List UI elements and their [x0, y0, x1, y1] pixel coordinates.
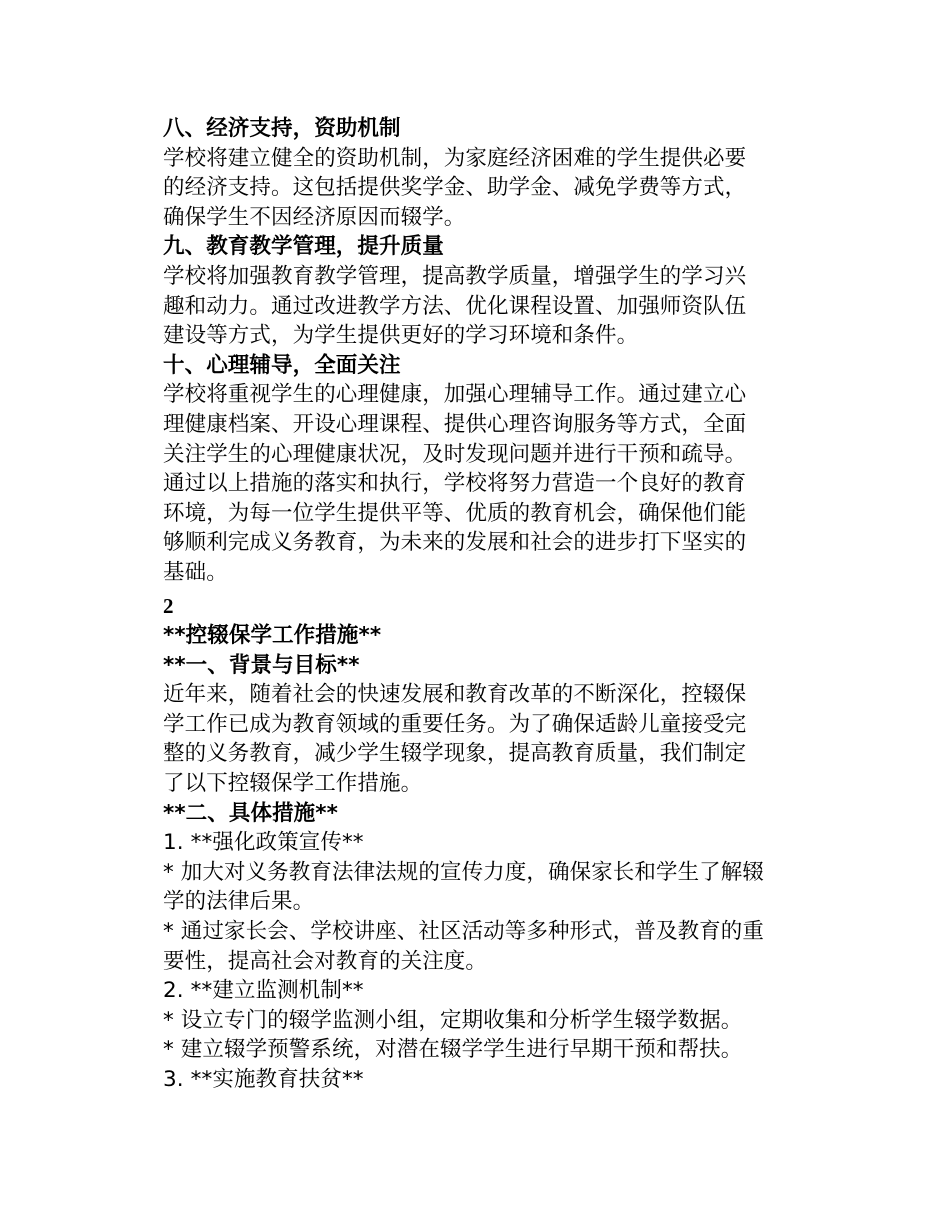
- section-heading-10: 十、心理辅导，全面关注: [163, 352, 401, 378]
- paragraph-line: 环境，为每一位学生提供平等、优质的教育机会，确保他们能: [163, 500, 747, 526]
- paragraph-line: 学工作已成为教育领域的重要任务。为了确保适龄儿童接受完: [163, 711, 747, 737]
- paragraph-line: 学校将加强教育教学管理，提高教学质量，增强学生的学习兴: [163, 263, 747, 289]
- section-heading-1: **一、背景与目标**: [163, 652, 360, 678]
- paragraph-line: 通过以上措施的落实和执行，学校将努力营造一个良好的教育: [163, 471, 747, 497]
- paragraph-line: 的经济支持。这包括提供奖学金、助学金、减免学费等方式，: [163, 175, 747, 201]
- paragraph-line: 理健康档案、开设心理课程、提供心理咨询服务等方式，全面: [163, 411, 747, 437]
- paragraph-line: 建设等方式，为学生提供更好的学习环境和条件。: [163, 323, 639, 349]
- document-title: **控辍保学工作措施**: [163, 623, 382, 649]
- list-item: * 加大对义务教育法律法规的宣传力度，确保家长和学生了解辍: [163, 859, 764, 885]
- section-number: 2: [163, 593, 174, 618]
- list-heading: 3. **实施教育扶贫**: [163, 1067, 364, 1092]
- paragraph-line: 够顺利完成义务教育，为未来的发展和社会的进步打下坚实的: [163, 530, 747, 556]
- document-page: [163, 114, 793, 1095]
- paragraph-line: 近年来，随着社会的快速发展和教育改革的不断深化，控辍保: [163, 682, 747, 708]
- section-heading-9: 九、教育教学管理，提升质量: [163, 234, 444, 260]
- list-item: * 建立辍学预警系统，对潜在辍学学生进行早期干预和帮扶。: [163, 1037, 743, 1063]
- paragraph-line: 趣和动力。通过改进教学方法、优化课程设置、加强师资队伍: [163, 293, 747, 319]
- paragraph-line: 学校将建立健全的资助机制，为家庭经济困难的学生提供必要: [163, 145, 747, 171]
- list-item: 学的法律后果。: [163, 889, 315, 915]
- list-heading: 1. **强化政策宣传**: [163, 830, 364, 856]
- paragraph-line: 了以下控辍保学工作措施。: [163, 771, 423, 797]
- section-heading-2: **二、具体措施**: [163, 800, 338, 826]
- paragraph-line: 关注学生的心理健康状况，及时发现问题并进行干预和疏导。: [163, 441, 747, 467]
- list-item: 要性，提高社会对教育的关注度。: [163, 948, 488, 974]
- paragraph-line: 确保学生不因经济原因而辍学。: [163, 204, 466, 230]
- paragraph-line: 整的义务教育，减少学生辍学现象，提高教育质量，我们制定: [163, 741, 747, 767]
- section-heading-8: 八、经济支持，资助机制: [163, 116, 401, 141]
- list-heading: 2. **建立监测机制**: [163, 978, 364, 1004]
- paragraph-line: 基础。: [163, 559, 228, 585]
- list-item: * 通过家长会、学校讲座、社区活动等多种形式，普及教育的重: [163, 919, 764, 945]
- list-item: * 设立专门的辍学监测小组，定期收集和分析学生辍学数据。: [163, 1007, 743, 1033]
- paragraph-line: 学校将重视学生的心理健康，加强心理辅导工作。通过建立心: [163, 382, 747, 408]
